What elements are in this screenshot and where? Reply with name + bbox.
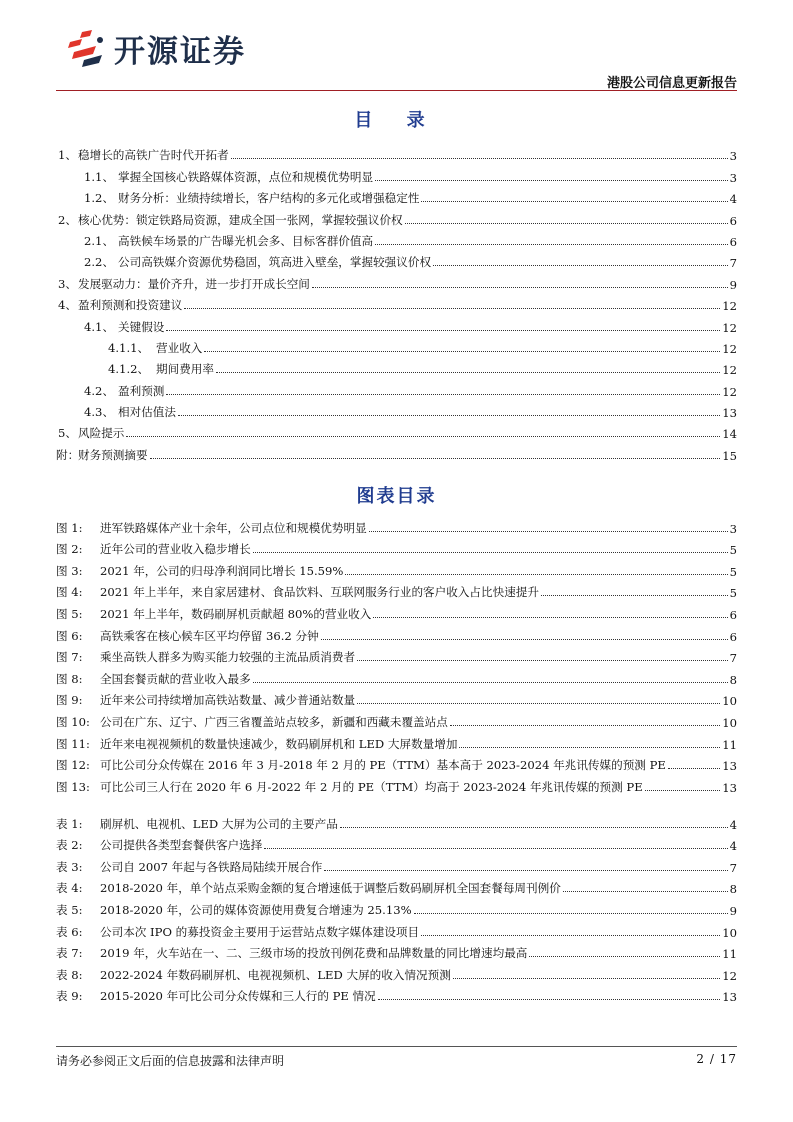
toc-entry[interactable] xyxy=(56,399,737,420)
figure-entry-number: 图 7: xyxy=(56,650,83,665)
figure-entry-page: 10 xyxy=(722,715,737,730)
figure-entry-page: 11 xyxy=(722,737,737,752)
footer-disclaimer: 请务必参阅正文后面的信息披露和法律声明 xyxy=(56,1054,285,1068)
toc-entry[interactable] xyxy=(56,313,737,334)
figure-entry[interactable] xyxy=(56,600,737,622)
toc-entry-page: 14 xyxy=(722,427,737,442)
toc-entry[interactable] xyxy=(56,163,737,184)
table-entry-page: 12 xyxy=(722,968,737,983)
logo-text: 开源证券 xyxy=(114,33,246,70)
toc-entry[interactable] xyxy=(56,292,737,313)
dot-leader xyxy=(166,394,720,395)
toc-entry-page: 3 xyxy=(729,149,737,164)
figure-entry[interactable] xyxy=(56,622,737,644)
dot-leader xyxy=(178,415,720,416)
figure-entry-number: 图 12: xyxy=(56,758,90,773)
toc-entry-page: 4 xyxy=(729,192,737,207)
table-entry-page: 13 xyxy=(722,990,737,1005)
figure-entry-text: 进军铁路媒体产业十余年，公司点位和规模优势明显 xyxy=(100,520,367,535)
toc-entry-page: 9 xyxy=(729,277,737,292)
table-entry-number: 表 3: xyxy=(56,859,83,874)
toc-title: 目 录 xyxy=(354,110,439,131)
toc-entry[interactable] xyxy=(56,206,737,227)
toc-entry-number: 1.1、 xyxy=(84,169,115,184)
figure-entry[interactable] xyxy=(56,752,737,774)
figure-entry-text: 近年来公司持续增加高铁站数量、减少普通站数量 xyxy=(100,693,356,708)
figure-entry-number: 图 1: xyxy=(56,520,83,535)
toc-entry-page: 6 xyxy=(729,213,737,228)
toc-entry-page: 6 xyxy=(729,234,737,249)
figures-title: 图表目录 xyxy=(356,486,437,507)
toc-entry-number: 4.3、 xyxy=(84,405,115,420)
figure-entry[interactable] xyxy=(56,665,737,687)
figure-entry-text: 可比公司三人行在 2020 年 6 月-2022 年 2 月的 PE（TTM）均高于 2023-2024 年兆讯传媒的预测 PE xyxy=(100,779,643,794)
toc-entry-page: 12 xyxy=(722,320,737,335)
figure-entry-page: 6 xyxy=(729,629,737,644)
table-entry-text: 2018-2020 年，公司的媒体资源使用费复合增速为 25.13% xyxy=(100,902,412,917)
figure-entry[interactable] xyxy=(56,773,737,795)
dot-leader xyxy=(459,747,720,748)
table-entry-number: 表 1: xyxy=(56,816,83,831)
toc-entry[interactable] xyxy=(56,249,737,270)
table-entry-page: 11 xyxy=(722,947,737,962)
figure-entry-page: 5 xyxy=(729,586,737,601)
figure-entry-page: 6 xyxy=(729,607,737,622)
figure-entry-text: 近年公司的营业收入稳步增长 xyxy=(100,542,251,557)
figure-entry-text: 近年来电视视频机的数量快速减少，数码刷屏机和 LED 大屏数量增加 xyxy=(100,736,458,751)
toc-entry[interactable] xyxy=(56,142,737,163)
dot-leader xyxy=(450,725,720,726)
figure-entry-number: 图 11: xyxy=(56,736,90,751)
toc-entry-text: 公司高铁媒介资源优势稳固，筑高进入壁垒，掌握较强议价权 xyxy=(118,255,432,270)
toc-entry-page: 12 xyxy=(722,341,737,356)
figure-entry[interactable] xyxy=(56,708,737,730)
table-entry-text: 2019 年，火车站在一、二、三级市场的投放刊例花费和品牌数量的同比增速均最高 xyxy=(100,946,528,961)
dot-leader xyxy=(405,223,728,224)
table-entry[interactable] xyxy=(56,940,737,962)
toc-entry-page: 7 xyxy=(729,256,737,271)
toc-entry-page: 12 xyxy=(722,384,737,399)
table-entry-page: 4 xyxy=(729,817,737,832)
toc-entry[interactable] xyxy=(56,185,737,206)
toc-entry-text: 营业收入 xyxy=(156,340,203,355)
dot-leader xyxy=(253,552,728,553)
figure-entry-text: 可比公司分众传媒在 2016 年 3 月-2018 年 2 月的 PE（TTM）基本高于 2023-2024 年兆讯传媒的预测 PE xyxy=(100,758,666,773)
figure-entry-number: 图 2: xyxy=(56,542,83,557)
table-list xyxy=(56,810,737,1004)
figure-entry[interactable] xyxy=(56,579,737,601)
figure-entry[interactable] xyxy=(56,687,737,709)
figure-entry-number: 图 9: xyxy=(56,693,83,708)
toc-entry[interactable] xyxy=(56,228,737,249)
figure-entry-page: 13 xyxy=(722,759,737,774)
figure-entry-page: 5 xyxy=(729,564,737,579)
dot-leader xyxy=(375,244,728,245)
figure-entry-page: 13 xyxy=(722,780,737,795)
dot-leader xyxy=(414,913,728,914)
header-divider xyxy=(56,90,737,91)
toc-entry-text: 财务预测摘要 xyxy=(78,447,148,462)
dot-leader xyxy=(166,330,720,331)
dot-leader xyxy=(421,201,727,202)
dot-leader xyxy=(264,848,727,849)
figure-entry-text: 乘坐高铁人群多为购买能力较强的主流品质消费者 xyxy=(100,650,356,665)
toc-entry-number: 2.1、 xyxy=(84,233,115,248)
figure-entry-text: 2021 年，公司的归母净利润同比增长 15.59% xyxy=(100,563,344,578)
table-entry-number: 表 5: xyxy=(56,902,83,917)
table-entry-number: 表 7: xyxy=(56,946,83,961)
figure-entry[interactable] xyxy=(56,730,737,752)
toc-entry-text: 关键假设 xyxy=(118,319,165,334)
table-entry-number: 表 6: xyxy=(56,924,83,939)
toc-entry-text: 高铁候车场景的广告曝光机会多、目标客群价值高 xyxy=(118,233,374,248)
figure-entry-number: 图 4: xyxy=(56,585,83,600)
table-entry-text: 公司提供各类型套餐供客户选择 xyxy=(100,838,263,853)
toc-entry[interactable] xyxy=(56,270,737,291)
dot-leader xyxy=(645,790,721,791)
dot-leader xyxy=(321,639,728,640)
table-entry-number: 表 4: xyxy=(56,881,83,896)
toc-entry-page: 13 xyxy=(722,406,737,421)
figure-entry-page: 5 xyxy=(729,543,737,558)
dot-leader xyxy=(204,351,720,352)
toc-entry-page: 3 xyxy=(729,170,737,185)
figure-entry[interactable] xyxy=(56,514,737,536)
toc-entry-text: 盈利预测和投资建议 xyxy=(78,298,183,313)
table-entry[interactable] xyxy=(56,810,737,832)
dot-leader xyxy=(541,595,728,596)
dot-leader xyxy=(312,287,728,288)
report-type: 港股公司信息更新报告 xyxy=(606,76,737,91)
toc-entry-page: 15 xyxy=(722,448,737,463)
toc-entry-text: 掌握全国核心铁路媒体资源，点位和规模优势明显 xyxy=(118,169,374,184)
dot-leader xyxy=(345,574,727,575)
figure-entry-text: 公司在广东、辽宁、广西三省覆盖站点较多，新疆和西藏未覆盖站点 xyxy=(100,714,448,729)
figure-entry-number: 图 6: xyxy=(56,628,83,643)
dot-leader xyxy=(375,180,728,181)
figure-entry[interactable] xyxy=(56,536,737,558)
table-entry-number: 表 2: xyxy=(56,838,83,853)
table-entry[interactable] xyxy=(56,875,737,897)
toc-entry-text: 相对估值法 xyxy=(118,405,176,420)
toc-entry[interactable] xyxy=(56,441,737,462)
toc-entry-number: 4.2、 xyxy=(84,383,115,398)
toc-entry-number: 附： xyxy=(56,447,80,462)
dot-leader xyxy=(253,682,728,683)
figure-entry[interactable] xyxy=(56,557,737,579)
table-entry-text: 公司本次 IPO 的募投资金主要用于运营站点数字媒体建设项目 xyxy=(100,924,420,939)
dot-leader xyxy=(357,703,720,704)
figure-entry-number: 图 5: xyxy=(56,606,83,621)
dot-leader xyxy=(668,768,720,769)
toc-entry-number: 2.2、 xyxy=(84,255,115,270)
dot-leader xyxy=(378,999,720,1000)
toc-entry[interactable] xyxy=(56,420,737,441)
toc-entry-number: 1.2、 xyxy=(84,191,115,206)
table-entry-text: 2018-2020 年，单个站点采购金额的复合增速低于调整后数码刷屏机全国套餐每周刊例价 xyxy=(100,881,561,896)
toc-entry-text: 盈利预测 xyxy=(118,383,165,398)
toc-entry-text: 稳增长的高铁广告时代开拓者 xyxy=(78,148,229,163)
table-entry-text: 刷屏机、电视机、LED 大屏为公司的主要产品 xyxy=(100,816,338,831)
toc-entry[interactable] xyxy=(56,356,737,377)
figure-entry-number: 图 8: xyxy=(56,671,83,686)
logo-mark-icon xyxy=(66,28,106,68)
figure-entry[interactable] xyxy=(56,644,737,666)
figure-list xyxy=(56,514,737,795)
toc-entry-text: 财务分析：业绩持续增长，客户结构的多元化或增强稳定性 xyxy=(118,191,420,206)
table-entry-text: 公司自 2007 年起与各铁路局陆续开展合作 xyxy=(100,859,323,874)
figure-entry-page: 3 xyxy=(729,521,737,536)
toc-entry-number: 4、 xyxy=(58,298,77,313)
toc-entry-text: 发展驱动力：量价齐升，进一步打开成长空间 xyxy=(78,276,310,291)
table-entry-number: 表 8: xyxy=(56,967,83,982)
table-entry[interactable] xyxy=(56,983,737,1005)
dot-leader xyxy=(433,265,728,266)
toc-entry-number: 4.1.2、 xyxy=(108,362,150,377)
toc-entry-text: 核心优势：锁定铁路局资源，建成全国一张网，掌握较强议价权 xyxy=(78,212,403,227)
dot-leader xyxy=(357,660,728,661)
table-entry[interactable] xyxy=(56,961,737,983)
dot-leader xyxy=(216,372,720,373)
toc-entry-number: 4.1.1、 xyxy=(108,340,150,355)
figure-entry-text: 2021 年上半年，来自家居建材、食品饮料、互联网服务行业的客户收入占比快速提升 xyxy=(100,585,539,600)
figure-entry-number: 图 13: xyxy=(56,779,90,794)
toc-entry-page: 12 xyxy=(722,299,737,314)
figure-entry-text: 2021 年上半年，数码刷屏机贡献超 80%的营业收入 xyxy=(100,606,372,621)
table-entry[interactable] xyxy=(56,832,737,854)
dot-leader xyxy=(563,891,728,892)
table-entry[interactable] xyxy=(56,918,737,940)
table-entry[interactable] xyxy=(56,853,737,875)
toc-list xyxy=(56,142,737,463)
toc-entry-number: 4.1、 xyxy=(84,319,115,334)
brand-logo xyxy=(66,28,246,68)
toc-entry-text: 风险提示 xyxy=(78,426,125,441)
figure-entry-page: 7 xyxy=(729,651,737,666)
table-entry-text: 2015-2020 年可比公司分众传媒和三人行的 PE 情况 xyxy=(100,989,376,1004)
dot-leader xyxy=(324,870,727,871)
dot-leader xyxy=(369,531,728,532)
figure-entry-text: 全国套餐贡献的营业收入最多 xyxy=(100,671,251,686)
toc-entry-number: 1、 xyxy=(58,148,77,163)
dot-leader xyxy=(150,458,721,459)
table-entry-number: 表 9: xyxy=(56,989,83,1004)
dot-leader xyxy=(184,308,720,309)
dot-leader xyxy=(126,436,720,437)
figure-entry-number: 图 3: xyxy=(56,563,83,578)
toc-entry-text: 期间费用率 xyxy=(156,362,214,377)
table-entry-page: 7 xyxy=(729,860,737,875)
toc-entry-number: 2、 xyxy=(58,212,77,227)
table-entry-page: 9 xyxy=(729,903,737,918)
toc-entry-number: 5、 xyxy=(58,426,77,441)
figure-entry-number: 图 10: xyxy=(56,714,90,729)
table-entry[interactable] xyxy=(56,896,737,918)
toc-entry[interactable] xyxy=(56,377,737,398)
dot-leader xyxy=(231,158,728,159)
figure-entry-text: 高铁乘客在核心候车区平均停留 36.2 分钟 xyxy=(100,628,319,643)
dot-leader xyxy=(529,956,720,957)
dot-leader xyxy=(373,617,727,618)
dot-leader xyxy=(340,827,728,828)
table-entry-page: 4 xyxy=(729,839,737,854)
table-entry-text: 2022-2024 年数码刷屏机、电视视频机、LED 大屏的收入情况预测 xyxy=(100,967,451,982)
figure-entry-page: 10 xyxy=(722,694,737,709)
dot-leader xyxy=(453,978,720,979)
dot-leader xyxy=(421,935,720,936)
page-number: 2 / 17 xyxy=(696,1052,737,1066)
table-entry-page: 10 xyxy=(722,925,737,940)
page-header xyxy=(56,26,737,90)
toc-entry-number: 3、 xyxy=(58,276,77,291)
toc-entry[interactable] xyxy=(56,335,737,356)
table-entry-page: 8 xyxy=(729,882,737,897)
toc-entry-page: 12 xyxy=(722,363,737,378)
footer-divider xyxy=(56,1046,737,1047)
figure-entry-page: 8 xyxy=(729,672,737,687)
